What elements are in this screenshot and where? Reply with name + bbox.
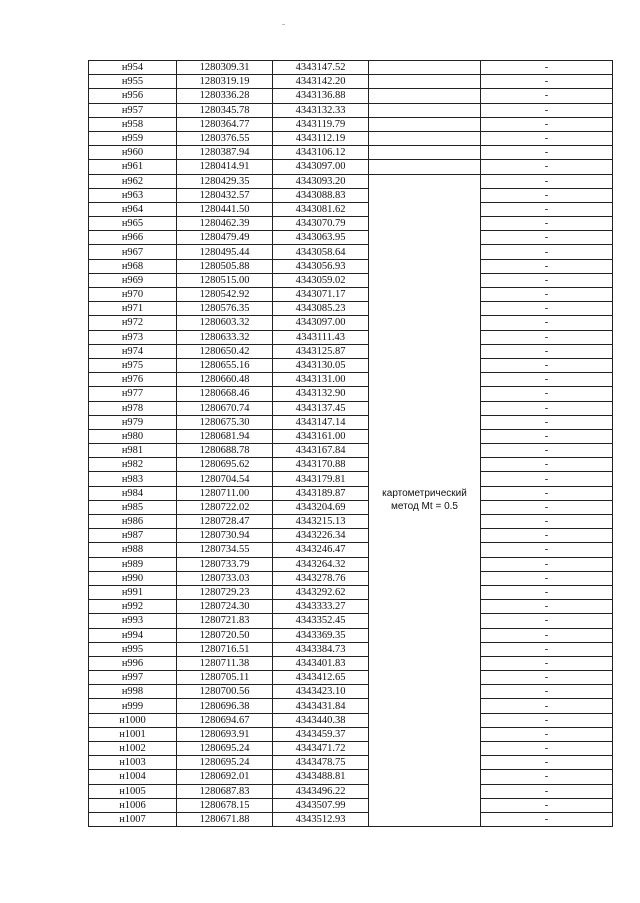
y-coordinate: 4343384.73 bbox=[273, 642, 369, 656]
point-name: н954 bbox=[89, 61, 177, 75]
accuracy-value: - bbox=[481, 642, 613, 656]
accuracy-value: - bbox=[481, 812, 613, 826]
y-coordinate: 4343071.17 bbox=[273, 288, 369, 302]
point-name: н982 bbox=[89, 458, 177, 472]
table-row bbox=[89, 500, 613, 514]
scan-mark bbox=[282, 24, 285, 25]
point-name: н985 bbox=[89, 500, 177, 514]
x-coordinate: 1280681.94 bbox=[177, 429, 273, 443]
point-name: н968 bbox=[89, 259, 177, 273]
point-name: н978 bbox=[89, 401, 177, 415]
y-coordinate: 4343137.45 bbox=[273, 401, 369, 415]
x-coordinate: 1280668.46 bbox=[177, 387, 273, 401]
accuracy-value: - bbox=[481, 699, 613, 713]
accuracy-value: - bbox=[481, 103, 613, 117]
point-name: н1005 bbox=[89, 784, 177, 798]
y-coordinate: 4343246.47 bbox=[273, 543, 369, 557]
table-row bbox=[89, 61, 613, 75]
point-name: н996 bbox=[89, 656, 177, 670]
y-coordinate: 4343106.12 bbox=[273, 146, 369, 160]
accuracy-value: - bbox=[481, 316, 613, 330]
accuracy-value: - bbox=[481, 259, 613, 273]
point-name: н957 bbox=[89, 103, 177, 117]
accuracy-value: - bbox=[481, 458, 613, 472]
y-coordinate: 4343478.75 bbox=[273, 756, 369, 770]
table-row bbox=[89, 756, 613, 770]
x-coordinate: 1280695.62 bbox=[177, 458, 273, 472]
x-coordinate: 1280711.38 bbox=[177, 656, 273, 670]
table-row bbox=[89, 103, 613, 117]
y-coordinate: 4343097.00 bbox=[273, 316, 369, 330]
table-row bbox=[89, 642, 613, 656]
y-coordinate: 4343093.20 bbox=[273, 174, 369, 188]
y-coordinate: 4343112.19 bbox=[273, 131, 369, 145]
y-coordinate: 4343070.79 bbox=[273, 217, 369, 231]
x-coordinate: 1280724.30 bbox=[177, 600, 273, 614]
accuracy-value: - bbox=[481, 373, 613, 387]
x-coordinate: 1280336.28 bbox=[177, 89, 273, 103]
y-coordinate: 4343119.79 bbox=[273, 117, 369, 131]
table-row bbox=[89, 444, 613, 458]
x-coordinate: 1280671.88 bbox=[177, 812, 273, 826]
point-name: н975 bbox=[89, 358, 177, 372]
accuracy-value: - bbox=[481, 146, 613, 160]
table-row bbox=[89, 812, 613, 826]
point-name: н963 bbox=[89, 188, 177, 202]
point-name: н959 bbox=[89, 131, 177, 145]
method-cell-empty bbox=[369, 61, 481, 75]
y-coordinate: 4343459.37 bbox=[273, 727, 369, 741]
x-coordinate: 1280387.94 bbox=[177, 146, 273, 160]
y-coordinate: 4343352.45 bbox=[273, 614, 369, 628]
y-coordinate: 4343125.87 bbox=[273, 344, 369, 358]
table-row bbox=[89, 515, 613, 529]
y-coordinate: 4343412.65 bbox=[273, 671, 369, 685]
point-name: н991 bbox=[89, 585, 177, 599]
table-row bbox=[89, 387, 613, 401]
table-row bbox=[89, 358, 613, 372]
x-coordinate: 1280733.03 bbox=[177, 571, 273, 585]
accuracy-value: - bbox=[481, 656, 613, 670]
table-row bbox=[89, 344, 613, 358]
y-coordinate: 4343088.83 bbox=[273, 188, 369, 202]
table-row bbox=[89, 217, 613, 231]
coordinates-table bbox=[88, 60, 613, 827]
point-name: н993 bbox=[89, 614, 177, 628]
x-coordinate: 1280733.79 bbox=[177, 557, 273, 571]
x-coordinate: 1280720.50 bbox=[177, 628, 273, 642]
x-coordinate: 1280660.48 bbox=[177, 373, 273, 387]
accuracy-value: - bbox=[481, 727, 613, 741]
accuracy-value: - bbox=[481, 217, 613, 231]
x-coordinate: 1280345.78 bbox=[177, 103, 273, 117]
point-name: н955 bbox=[89, 75, 177, 89]
x-coordinate: 1280700.56 bbox=[177, 685, 273, 699]
accuracy-value: - bbox=[481, 770, 613, 784]
coordinates-table-body bbox=[89, 61, 613, 827]
point-name: н992 bbox=[89, 600, 177, 614]
accuracy-value: - bbox=[481, 288, 613, 302]
accuracy-value: - bbox=[481, 671, 613, 685]
point-name: н1004 bbox=[89, 770, 177, 784]
x-coordinate: 1280722.02 bbox=[177, 500, 273, 514]
x-coordinate: 1280505.88 bbox=[177, 259, 273, 273]
point-name: н981 bbox=[89, 444, 177, 458]
accuracy-value: - bbox=[481, 231, 613, 245]
point-name: н983 bbox=[89, 472, 177, 486]
x-coordinate: 1280687.83 bbox=[177, 784, 273, 798]
x-coordinate: 1280655.16 bbox=[177, 358, 273, 372]
point-name: н986 bbox=[89, 515, 177, 529]
table-row bbox=[89, 302, 613, 316]
method-cell: картометрический метод Mt = 0.5 bbox=[369, 174, 481, 827]
method-cell-empty bbox=[369, 117, 481, 131]
table-row bbox=[89, 656, 613, 670]
y-coordinate: 4343496.22 bbox=[273, 784, 369, 798]
x-coordinate: 1280542.92 bbox=[177, 288, 273, 302]
y-coordinate: 4343189.87 bbox=[273, 486, 369, 500]
table-row bbox=[89, 231, 613, 245]
point-name: н1002 bbox=[89, 742, 177, 756]
accuracy-value: - bbox=[481, 202, 613, 216]
x-coordinate: 1280721.83 bbox=[177, 614, 273, 628]
x-coordinate: 1280734.55 bbox=[177, 543, 273, 557]
accuracy-value: - bbox=[481, 600, 613, 614]
x-coordinate: 1280728.47 bbox=[177, 515, 273, 529]
accuracy-value: - bbox=[481, 245, 613, 259]
x-coordinate: 1280603.32 bbox=[177, 316, 273, 330]
y-coordinate: 4343056.93 bbox=[273, 259, 369, 273]
y-coordinate: 4343059.02 bbox=[273, 273, 369, 287]
table-row bbox=[89, 742, 613, 756]
accuracy-value: - bbox=[481, 486, 613, 500]
point-name: н965 bbox=[89, 217, 177, 231]
table-row bbox=[89, 699, 613, 713]
y-coordinate: 4343333.27 bbox=[273, 600, 369, 614]
point-name: н997 bbox=[89, 671, 177, 685]
x-coordinate: 1280670.74 bbox=[177, 401, 273, 415]
x-coordinate: 1280695.24 bbox=[177, 756, 273, 770]
accuracy-value: - bbox=[481, 571, 613, 585]
point-name: н998 bbox=[89, 685, 177, 699]
table-row bbox=[89, 458, 613, 472]
point-name: н994 bbox=[89, 628, 177, 642]
table-row bbox=[89, 798, 613, 812]
point-name: н973 bbox=[89, 330, 177, 344]
table-row bbox=[89, 472, 613, 486]
x-coordinate: 1280650.42 bbox=[177, 344, 273, 358]
y-coordinate: 4343292.62 bbox=[273, 585, 369, 599]
accuracy-value: - bbox=[481, 557, 613, 571]
x-coordinate: 1280441.50 bbox=[177, 202, 273, 216]
y-coordinate: 4343058.64 bbox=[273, 245, 369, 259]
y-coordinate: 4343278.76 bbox=[273, 571, 369, 585]
x-coordinate: 1280462.39 bbox=[177, 217, 273, 231]
accuracy-value: - bbox=[481, 529, 613, 543]
accuracy-value: - bbox=[481, 89, 613, 103]
point-name: н1003 bbox=[89, 756, 177, 770]
accuracy-value: - bbox=[481, 742, 613, 756]
table-row bbox=[89, 557, 613, 571]
y-coordinate: 4343085.23 bbox=[273, 302, 369, 316]
y-coordinate: 4343130.05 bbox=[273, 358, 369, 372]
x-coordinate: 1280479.49 bbox=[177, 231, 273, 245]
table-row bbox=[89, 202, 613, 216]
table-row bbox=[89, 174, 613, 188]
table-row bbox=[89, 160, 613, 174]
x-coordinate: 1280716.51 bbox=[177, 642, 273, 656]
x-coordinate: 1280729.23 bbox=[177, 585, 273, 599]
table-row bbox=[89, 585, 613, 599]
x-coordinate: 1280705.11 bbox=[177, 671, 273, 685]
table-row bbox=[89, 245, 613, 259]
y-coordinate: 4343132.33 bbox=[273, 103, 369, 117]
point-name: н967 bbox=[89, 245, 177, 259]
x-coordinate: 1280678.15 bbox=[177, 798, 273, 812]
table-row bbox=[89, 529, 613, 543]
y-coordinate: 4343161.00 bbox=[273, 429, 369, 443]
table-row bbox=[89, 614, 613, 628]
point-name: н960 bbox=[89, 146, 177, 160]
method-cell-empty bbox=[369, 75, 481, 89]
point-name: н964 bbox=[89, 202, 177, 216]
x-coordinate: 1280309.31 bbox=[177, 61, 273, 75]
accuracy-value: - bbox=[481, 387, 613, 401]
table-row bbox=[89, 330, 613, 344]
x-coordinate: 1280495.44 bbox=[177, 245, 273, 259]
table-row bbox=[89, 259, 613, 273]
y-coordinate: 4343401.83 bbox=[273, 656, 369, 670]
table-row bbox=[89, 273, 613, 287]
x-coordinate: 1280694.67 bbox=[177, 713, 273, 727]
y-coordinate: 4343132.90 bbox=[273, 387, 369, 401]
method-cell-empty bbox=[369, 160, 481, 174]
y-coordinate: 4343147.14 bbox=[273, 415, 369, 429]
x-coordinate: 1280515.00 bbox=[177, 273, 273, 287]
accuracy-value: - bbox=[481, 302, 613, 316]
table-row bbox=[89, 288, 613, 302]
accuracy-value: - bbox=[481, 429, 613, 443]
accuracy-value: - bbox=[481, 798, 613, 812]
accuracy-value: - bbox=[481, 188, 613, 202]
x-coordinate: 1280695.24 bbox=[177, 742, 273, 756]
y-coordinate: 4343136.88 bbox=[273, 89, 369, 103]
point-name: н1006 bbox=[89, 798, 177, 812]
method-cell-empty bbox=[369, 103, 481, 117]
table-row bbox=[89, 486, 613, 500]
accuracy-value: - bbox=[481, 75, 613, 89]
y-coordinate: 4343423.10 bbox=[273, 685, 369, 699]
accuracy-value: - bbox=[481, 784, 613, 798]
y-coordinate: 4343264.32 bbox=[273, 557, 369, 571]
table-row bbox=[89, 685, 613, 699]
accuracy-value: - bbox=[481, 358, 613, 372]
x-coordinate: 1280376.55 bbox=[177, 131, 273, 145]
y-coordinate: 4343131.00 bbox=[273, 373, 369, 387]
method-cell-empty bbox=[369, 89, 481, 103]
y-coordinate: 4343063.95 bbox=[273, 231, 369, 245]
y-coordinate: 4343431.84 bbox=[273, 699, 369, 713]
method-cell-empty bbox=[369, 131, 481, 145]
accuracy-value: - bbox=[481, 628, 613, 642]
point-name: н958 bbox=[89, 117, 177, 131]
accuracy-value: - bbox=[481, 614, 613, 628]
method-cell-empty bbox=[369, 146, 481, 160]
accuracy-value: - bbox=[481, 401, 613, 415]
point-name: н961 bbox=[89, 160, 177, 174]
accuracy-value: - bbox=[481, 500, 613, 514]
x-coordinate: 1280711.00 bbox=[177, 486, 273, 500]
x-coordinate: 1280633.32 bbox=[177, 330, 273, 344]
y-coordinate: 4343170.88 bbox=[273, 458, 369, 472]
y-coordinate: 4343147.52 bbox=[273, 61, 369, 75]
accuracy-value: - bbox=[481, 543, 613, 557]
table-row bbox=[89, 770, 613, 784]
x-coordinate: 1280692.01 bbox=[177, 770, 273, 784]
table-row bbox=[89, 415, 613, 429]
accuracy-value: - bbox=[481, 61, 613, 75]
table-row bbox=[89, 131, 613, 145]
table-row bbox=[89, 784, 613, 798]
table-row bbox=[89, 373, 613, 387]
table-row bbox=[89, 75, 613, 89]
table-row bbox=[89, 727, 613, 741]
y-coordinate: 4343081.62 bbox=[273, 202, 369, 216]
y-coordinate: 4343369.35 bbox=[273, 628, 369, 642]
accuracy-value: - bbox=[481, 756, 613, 770]
accuracy-value: - bbox=[481, 117, 613, 131]
table-row bbox=[89, 89, 613, 103]
y-coordinate: 4343488.81 bbox=[273, 770, 369, 784]
point-name: н988 bbox=[89, 543, 177, 557]
y-coordinate: 4343204.69 bbox=[273, 500, 369, 514]
x-coordinate: 1280696.38 bbox=[177, 699, 273, 713]
x-coordinate: 1280432.57 bbox=[177, 188, 273, 202]
accuracy-value: - bbox=[481, 585, 613, 599]
accuracy-value: - bbox=[481, 713, 613, 727]
x-coordinate: 1280364.77 bbox=[177, 117, 273, 131]
accuracy-value: - bbox=[481, 685, 613, 699]
table-row bbox=[89, 117, 613, 131]
accuracy-value: - bbox=[481, 330, 613, 344]
y-coordinate: 4343512.93 bbox=[273, 812, 369, 826]
x-coordinate: 1280693.91 bbox=[177, 727, 273, 741]
point-name: н1000 bbox=[89, 713, 177, 727]
point-name: н970 bbox=[89, 288, 177, 302]
x-coordinate: 1280319.19 bbox=[177, 75, 273, 89]
point-name: н990 bbox=[89, 571, 177, 585]
table-row bbox=[89, 671, 613, 685]
x-coordinate: 1280730.94 bbox=[177, 529, 273, 543]
x-coordinate: 1280429.35 bbox=[177, 174, 273, 188]
point-name: н980 bbox=[89, 429, 177, 443]
point-name: н969 bbox=[89, 273, 177, 287]
table-row bbox=[89, 146, 613, 160]
table-row bbox=[89, 600, 613, 614]
point-name: н999 bbox=[89, 699, 177, 713]
table-row bbox=[89, 316, 613, 330]
table-row bbox=[89, 713, 613, 727]
accuracy-value: - bbox=[481, 174, 613, 188]
point-name: н962 bbox=[89, 174, 177, 188]
y-coordinate: 4343097.00 bbox=[273, 160, 369, 174]
point-name: н976 bbox=[89, 373, 177, 387]
y-coordinate: 4343440.38 bbox=[273, 713, 369, 727]
point-name: н966 bbox=[89, 231, 177, 245]
x-coordinate: 1280675.30 bbox=[177, 415, 273, 429]
table-row bbox=[89, 628, 613, 642]
accuracy-value: - bbox=[481, 444, 613, 458]
point-name: н979 bbox=[89, 415, 177, 429]
table-row bbox=[89, 188, 613, 202]
point-name: н1007 bbox=[89, 812, 177, 826]
accuracy-value: - bbox=[481, 415, 613, 429]
point-name: н1001 bbox=[89, 727, 177, 741]
x-coordinate: 1280704.54 bbox=[177, 472, 273, 486]
point-name: н972 bbox=[89, 316, 177, 330]
x-coordinate: 1280414.91 bbox=[177, 160, 273, 174]
y-coordinate: 4343142.20 bbox=[273, 75, 369, 89]
y-coordinate: 4343507.99 bbox=[273, 798, 369, 812]
point-name: н989 bbox=[89, 557, 177, 571]
point-name: н984 bbox=[89, 486, 177, 500]
x-coordinate: 1280576.35 bbox=[177, 302, 273, 316]
point-name: н995 bbox=[89, 642, 177, 656]
accuracy-value: - bbox=[481, 515, 613, 529]
y-coordinate: 4343179.81 bbox=[273, 472, 369, 486]
table-row bbox=[89, 571, 613, 585]
point-name: н956 bbox=[89, 89, 177, 103]
y-coordinate: 4343167.84 bbox=[273, 444, 369, 458]
point-name: н987 bbox=[89, 529, 177, 543]
accuracy-value: - bbox=[481, 472, 613, 486]
y-coordinate: 4343111.43 bbox=[273, 330, 369, 344]
point-name: н971 bbox=[89, 302, 177, 316]
accuracy-value: - bbox=[481, 131, 613, 145]
table-row bbox=[89, 401, 613, 415]
y-coordinate: 4343215.13 bbox=[273, 515, 369, 529]
table-row bbox=[89, 543, 613, 557]
table-row bbox=[89, 429, 613, 443]
accuracy-value: - bbox=[481, 344, 613, 358]
y-coordinate: 4343471.72 bbox=[273, 742, 369, 756]
point-name: н977 bbox=[89, 387, 177, 401]
accuracy-value: - bbox=[481, 160, 613, 174]
y-coordinate: 4343226.34 bbox=[273, 529, 369, 543]
point-name: н974 bbox=[89, 344, 177, 358]
x-coordinate: 1280688.78 bbox=[177, 444, 273, 458]
accuracy-value: - bbox=[481, 273, 613, 287]
